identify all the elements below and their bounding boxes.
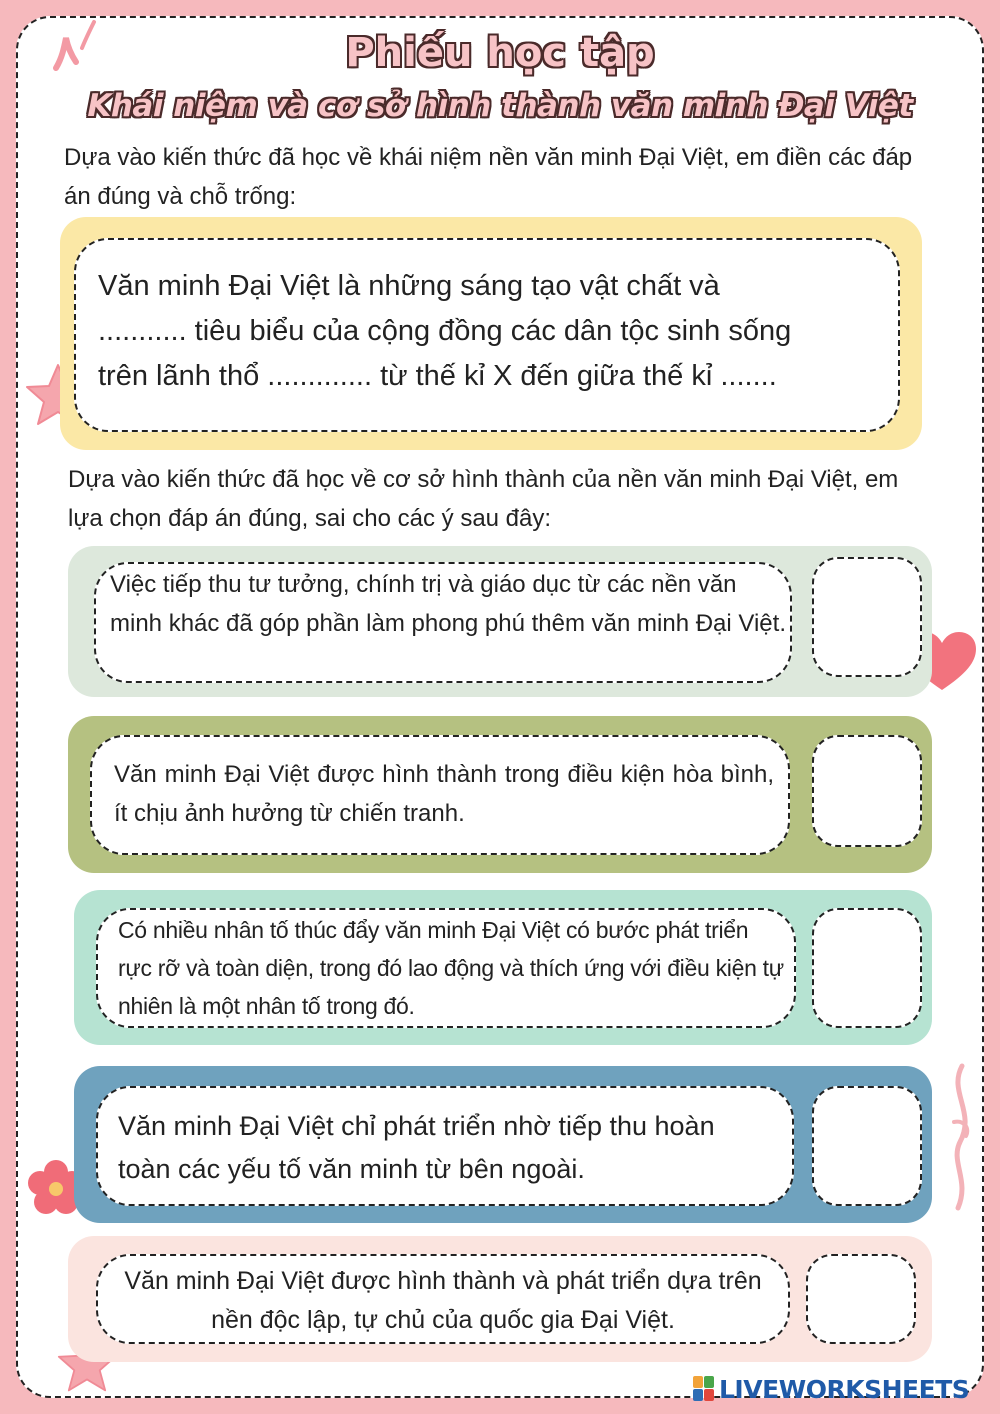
- statement-box-5: [96, 1254, 790, 1344]
- statement-box-1: [94, 562, 792, 683]
- fill-in-line-1: Văn minh Đại Việt là những sáng tạo vật chất và: [98, 270, 720, 302]
- answer-box-4[interactable]: [812, 1086, 922, 1206]
- statement-text-3: Có nhiều nhân tố thúc đẩy văn minh Đại Việt có bước phát triển rực rỡ và toàn diện, trong đó lao động và thích ứng với điều kiện tự nhiên là một nhân tố trong đó.: [118, 917, 784, 1019]
- fill-in-line-2: ........... tiêu biểu của cộng đồng các dân tộc sinh sống: [98, 315, 792, 347]
- ribbon-icon: [940, 1062, 980, 1212]
- answer-box-1[interactable]: [812, 557, 922, 677]
- statement-text-4: Văn minh Đại Việt chỉ phát triển nhờ tiếp thu hoàn toàn các yếu tố văn minh từ bên ngoài.: [118, 1111, 715, 1184]
- logo-text: LIVEWORKSHEETS: [719, 1374, 970, 1404]
- statement-text-2: Văn minh Đại Việt được hình thành trong điều kiện hòa bình, ít chịu ảnh hưởng từ chiến tranh.: [114, 761, 774, 827]
- answer-box-5[interactable]: [806, 1254, 916, 1344]
- answer-box-2[interactable]: [812, 735, 922, 847]
- statement-text-5: Văn minh Đại Việt được hình thành và phát triển dựa trên nền độc lập, tự chủ của quốc gia Đại Việt.: [124, 1267, 762, 1334]
- page-title: Phiếu học tập: [345, 30, 655, 76]
- fill-in-line-3: trên lãnh thổ ............. từ thế kỉ X đến giữa thế kỉ .......: [98, 360, 777, 392]
- statement-box-2: [90, 735, 790, 855]
- statement-text-1: Việc tiếp thu tư tưởng, chính trị và giáo dục từ các nền văn minh khác đã góp phần làm phong phú thêm văn minh Đại Việt.: [110, 571, 786, 637]
- fill-in-box: [74, 238, 900, 432]
- statement-box-4: [96, 1086, 794, 1206]
- section2-instruction: Dựa vào kiến thức đã học về cơ sở hình thành của nền văn minh Đại Việt, em lựa chọn đáp án đúng, sai cho các ý sau đây:: [68, 466, 899, 532]
- logo-mark-icon: [693, 1376, 715, 1402]
- statement-box-3: [96, 908, 796, 1028]
- answer-box-3[interactable]: [812, 908, 922, 1028]
- section1-instruction: Dựa vào kiến thức đã học về khái niệm nền văn minh Đại Việt, em điền các đáp án đúng và chỗ trống:: [64, 144, 913, 210]
- page-subtitle: Khái niệm và cơ sở hình thành văn minh Đại Việt: [87, 88, 913, 124]
- liveworksheets-logo: [693, 1374, 969, 1404]
